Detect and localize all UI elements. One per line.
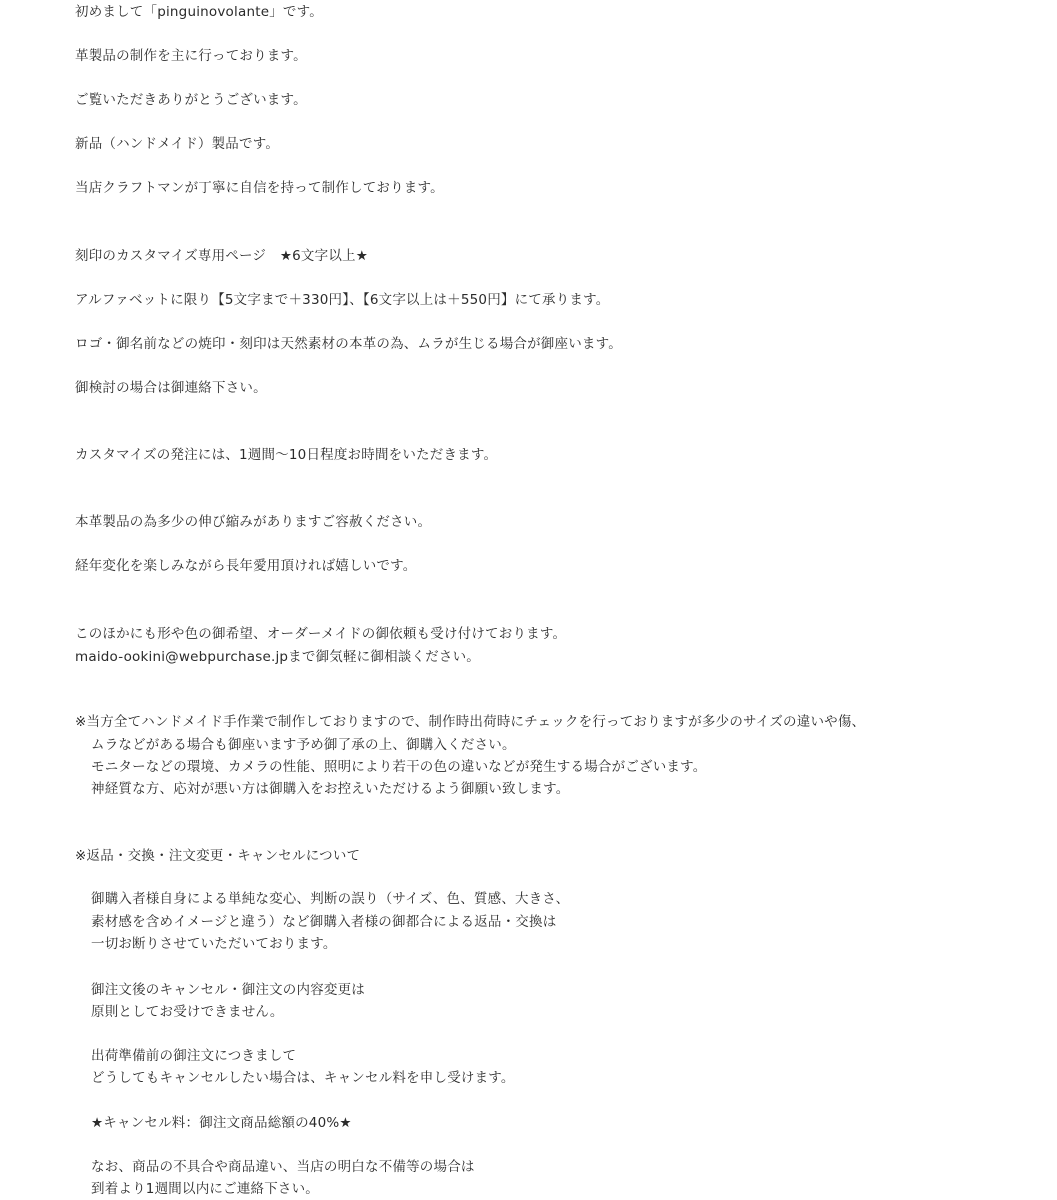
cancel-text: 御注文後のキャンセル・御注文の内容変更は	[91, 982, 365, 998]
returns-heading: ※返品・交換・注文変更・キャンセルについて	[75, 848, 361, 864]
defect-text: 到着より1週間以内にご連絡下さい。	[91, 1181, 319, 1197]
leather-aging-text: 経年変化を楽しみながら長年愛用頂ければ嬉しいです。	[75, 558, 417, 574]
defect-text: なお、商品の不具合や商品違い、当店の明白な不備等の場合は	[91, 1159, 475, 1175]
cancel-fee-amount: ★キャンセル料：御注文商品総額の40%★	[91, 1115, 352, 1131]
handmade-notice-line: ※当方全てハンドメイド手作業で制作しておりますので、制作時出荷時にチェックを行っておりますが多少のサイズの違いや傷、	[75, 714, 866, 730]
thanks-text: ご覧いただきありがとうございます。	[75, 92, 307, 108]
custom-order-text: このほかにも形や色の御希望、オーダーメイドの御依頼も受け付けております。	[75, 626, 567, 642]
product-type-text: 新品（ハンドメイド）製品です。	[75, 136, 280, 152]
craftsman-text: 当店クラフトマンが丁寧に自信を持って制作しております。	[75, 180, 444, 196]
leather-stretch-text: 本革製品の為多少の伸び縮みがありますご容赦ください。	[75, 514, 432, 530]
cancel-text: 原則としてお受けできません。	[91, 1004, 284, 1020]
engraving-pricing: アルファベットに限り【5文字まで＋330円】、【6文字以上は＋550円】にて承ります。	[75, 292, 610, 308]
returns-text: 素材感を含めイメージと違う）など御購入者様の御都合による返品・交換は	[91, 914, 557, 930]
greeting-text: 初めまして「pinguinovolante」です。	[75, 4, 323, 20]
engraving-contact: 御検討の場合は御連絡下さい。	[75, 380, 267, 396]
engraving-note: ロゴ・御名前などの焼印・刻印は天然素材の本革の為、ムラが生じる場合が御座います。	[75, 336, 622, 352]
handmade-notice-line: モニターなどの環境、カメラの性能、照明により若干の色の違いなどが発生する場合がございます。	[91, 759, 707, 775]
returns-text: 御購入者様自身による単純な変心、判断の誤り（サイズ、色、質感、大きさ、	[91, 891, 570, 907]
cancel-fee-text: どうしてもキャンセルしたい場合は、キャンセル料を申し受けます。	[91, 1070, 515, 1086]
returns-text: 一切お断りさせていただいております。	[91, 936, 337, 952]
lead-time-text: カスタマイズの発注には、1週間～10日程度お時間をいただきます。	[75, 447, 498, 463]
handmade-notice-line: ムラなどがある場合も御座います予め御了承の上、御購入ください。	[91, 737, 516, 753]
cancel-fee-text: 出荷準備前の御注文につきまして	[91, 1048, 297, 1064]
business-text: 革製品の制作を主に行っております。	[75, 48, 307, 64]
custom-order-email: maido-ookini@webpurchase.jpまで御気軽に御相談ください。	[75, 649, 480, 665]
engraving-title: 刻印のカスタマイズ専用ページ ★6文字以上★	[75, 248, 369, 264]
handmade-notice-line: 神経質な方、応対が悪い方は御購入をお控えいただけるよう御願い致します。	[91, 781, 570, 797]
